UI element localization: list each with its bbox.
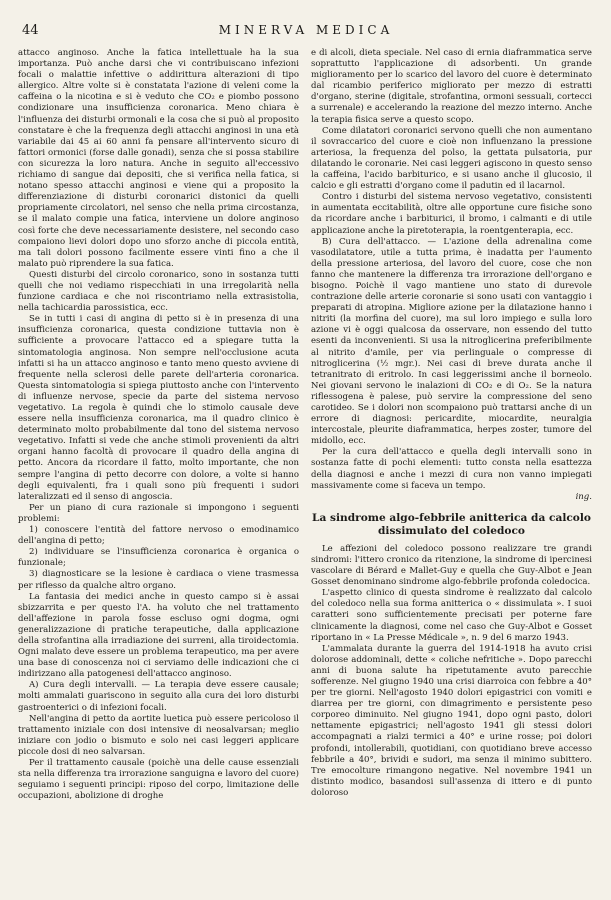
paragraph: attacco anginoso. Anche la fatica intellettuale ha la sua importanza. Può anche darsi che vi contribuiscano infezioni focali o malattie infettive o addirittura alterazioni di tipo allergico. Altre volte si è constatata l'azione di veleni come la caffeina o la nicotina e si è veduto che CO₂ e piombo possono condizionare una insufficienza coronarica. Meno chiara è l'influenza dei disturbi ormonali e la cosa che si può al proposito constatare è che la frequenza degli attacchi anginosi in una età variabile dai 45 ai 60 anni fa pensare all'intervento sicuro di fattori ormonici (forse dalle gonadi), senza che si possa stabilire con sicurezza la loro natura. Anche in seguito all'eccessivo richiamo di sangue dai depositi, che si verifica nella fatica, si notano spesso attacchi anginosi e viene qui a proposito la differenziazione di disturbi coronarici distonici da quelli propriamente circolatori, nel senso che nella prima circostanza, se il malato compie una fatica, interviene un dolore anginoso così forte che deve necessariamente desistere, nel secondo caso compaiono lievi dolori dopo uno sforzo anche di piccola entità, ma tali dolori possono facilmente essere vinti fino a che il malato può riprendere la sua fatica. [18,48,299,269]
paragraph: L'ammalata durante la guerra del 1914-1918 ha avuto crisi dolorose addominali, dette « coliche nefritiche ». Dopo parecchi anni di buona salute ha ripetutamente avuto parecchie sofferenze. Nel giugno 1940 una crisi diarroica con febbre a 40° per tre giorni. Nell'agosto 1940 dolori epigastrici con vomiti e diarrea per tre giorni, con dimagrimento e persistente peso corporeo diminuito. Nel giugno 1941, dopo ogni pasto, dolori nettamente epigastrici; nell'agosto 1941 gli stessi dolori accompagnati a rialzi termici a 40° e urine rosse; poi dolori profondi, intollerabili, quotidiani, con quotidiano breve accesso febbrile a 40°, brividi e sudori, ma senza il minimo subittero. Tre emocolture rimangono negative. Nel novembre 1941 un distinto modico, basandosi sull'assenza di ittero e di punto doloroso [311,643,592,798]
paragraph: Nell'angina di petto da aortite luetica può essere pericoloso il trattamento iniziale con dosi intensive di neosalvarsan; meglio iniziare con jodio o bismuto e solo nei casi leggeri applicare piccole dosi di neo salvarsan. [18,713,299,757]
paragraph: B) Cura dell'attacco. — L'azione della adrenalina come vasodilatatore, utile a tutta prima, è inadatta per l'aumento della pressione arteriosa, del lavoro del cuore, cose che non fanno che mantenere la differenza tra irrorazione dell'organo e bisogno. Poichè il vago mantiene uno stato di durevole contrazione delle arterie coronarie si sono usati con vantaggio i preparati di atropina. Migliore azione per la dilatazione hanno i nitriti (la morfina del cuore), ma sul loro impiego e sulla loro azione vi è oggi qualcosa da osservare, non essendo del tutto esenti da inconvenienti. Si usa la nitroglicerina preferibilmente al nitrito d'amile, per via perlinguale o compresse di nitroglicerina (½ mgr.). Nei casi di breve durata anche il tetranitrato di eritrolo. In casi leggerissimi anche il borneolo. Nei giovani servono le inalazioni di CO₂ e di O₂. Se la natura riflessogena è palese, può servire la compressione del seno carotideo. Se i dolori non scompaiono può trattarsi anche di un errore di diagnosi: pericardite, miocardite, neuralgia intercostale, pleurite diaframmatica, herpes zoster, tumore del midollo, ecc. [311,236,592,447]
paragraph: L'aspetto clinico di questa sindrome è realizzato dal calcolo del coledoco nella sua forma anitterica o « dissimulata ». I suoi caratteri sono sufficientemente precisati per poterne fare clinicamente la diagnosi, come nel caso che Guy-Albot e Gosset riportano in « La Presse Médicale », n. 9 del 6 marzo 1943. [311,588,592,643]
author-signature: ing. [575,491,592,502]
paragraph: Per la cura dell'attacco e quella degli intervalli sono in sostanza fatte di pochi elementi: tutto consta nella esattezza della diagnosi e anche i mezzi di cura non vanno impiegati massivamente come si faceva un tempo. [311,447,592,491]
paragraph: Questi disturbi del circolo coronarico, sono in sostanza tutti quelli che noi vediamo rispecchiati in una irregolarità nella funzione cardiaca e che noi riscontriamo nella extrasistolia, nella tachicardia parossistica, ecc. [18,269,299,314]
paragraph: La fantasia dei medici anche in questo campo si è assai sbizzarrita e per questo l'A. ha voluto che nel trattamento dell'affezione in parola fosse escluso ogni dogma, ogni generalizzazione di pratiche terapeutiche, dalla applicazione della strofantina alla irradiazione dei surreni, alla tiroidectomia. Ogni malato deve essere un problema terapeutico, ma per avere una base di conoscenza noi ci serviamo delle indicazioni che ci indirizzano alla patogenesi dell'attacco anginoso. [18,591,299,680]
list-item: 3) diagnosticare se la lesione è cardiaca o viene trasmessa per riflesso da qualche altro organo. [18,569,299,591]
paragraph: Per un piano di cura razionale si impongono i seguenti problemi: [18,502,299,524]
paragraph: Se in tutti i casi di angina di petto si è in presenza di una insufficienza coronarica, questa condizione tuttavia non è sufficiente a provocare l'attacco ed a spiegare tutta la sintomatologia anginosa. Non sempre nell'occlusione acuta infatti si ha un attacco anginoso e tanto meno questo avviene di frequente nella sclerosi delle parete dell'arteria coronarica. Questa sintomatologia si spiega piuttosto anche con l'intervento di influenze nervose, specie da parte del sistema nervoso vegetativo. La regola è quindi che lo stimolo causale deve essere nella insufficienza coronarica, ma il quadro clinico è determinato molto probabilmente dal tono del sistema nervoso vegetativo. Infatti si vede che anche stimoli provenienti da altri organi hanno facoltà di provocare il quadro della angina di petto. Ancora da ricordare il fatto, molto importante, che non sempre l'angina di petto decorre con dolore, a volte si hanno degli equivalenti, fra i quali sono più frequenti i sudori lateralizzati ed il senso di angoscia. [18,314,299,502]
page-number: 44 [22,23,39,38]
paragraph: Per il trattamento causale (poichè una delle cause essenziali sta nella differenza tra irrorazione sanguigna e lavoro del cuore) seguiamo i seguenti principi: riposo del corpo, limitazione delle occupazioni, abolizione di droghe [18,758,299,802]
paragraph: A) Cura degli intervalli. — La terapia deve essere causale; molti ammalati guariscono in seguito alla cura dei loro disturbi gastroenterici o di infezioni focali. [18,680,299,713]
page-header [22,23,590,39]
paragraph: Contro i disturbi del sistema nervoso vegetativo, consistenti in aumentata eccitabilità, oltre alle opportune cure fisiche sono da ricordare anche i barbiturici, il bromo, i calmanti e di utile applicazione anche la piretoterapia, la roentgenterapia, ecc. [311,192,592,236]
list-item: 1) conoscere l'entità del fattore nervoso o emodinamico dell'angina di petto; [18,525,299,547]
list-item: 2) individuare se l'insufficienza coronarica è organica o funzionale; [18,547,299,569]
paragraph: Come dilatatori coronarici servono quelli che non aumentano il sovraccarico del cuore e cioè non influenzano la pressione arteriosa, la frequenza del polso, la gettata pulsatoria, pur dilatando le coronarie. Nei casi leggeri agiscono in questo senso la caffeina, l'acido barbiturico, e si usano anche il glucosio, il calcio e gli estratti d'organo come il padutin ed il lacarnol. [311,125,592,192]
article-title: La sindrome algo-febbrile anitterica da calcolo dissimulato del coledoco [312,511,591,537]
paragraph: e di alcoli, dieta speciale. Nel caso di ernia diaframmatica serve soprattutto l'applicazione di adsorbenti. Un grande miglioramento per lo scarico del lavoro del cuore è determinato dal ricambio periferico migliorato per mezzo di estratti d'organo, sterine (digitale, strofantina, ormoni sessuali, cortecci a surrenale) e accelerando la reazione del mezzo interno. Anche la terapia fisica serve a questo scopo. [311,48,592,125]
right-column [311,48,592,799]
journal-title: MINERVA MEDICA [218,23,394,37]
paragraph: Le affezioni del coledoco possono realizzare tre grandi sindromi: l'ittero cronico da ritenzione, la sindrome di ipercinesi vascolare di Bérard e Mallet-Guy e quella che Guy-Albot e Jean Gosset denominano sindrome algo-febbrile profonda coledocica. [311,543,592,588]
left-column [18,48,299,802]
